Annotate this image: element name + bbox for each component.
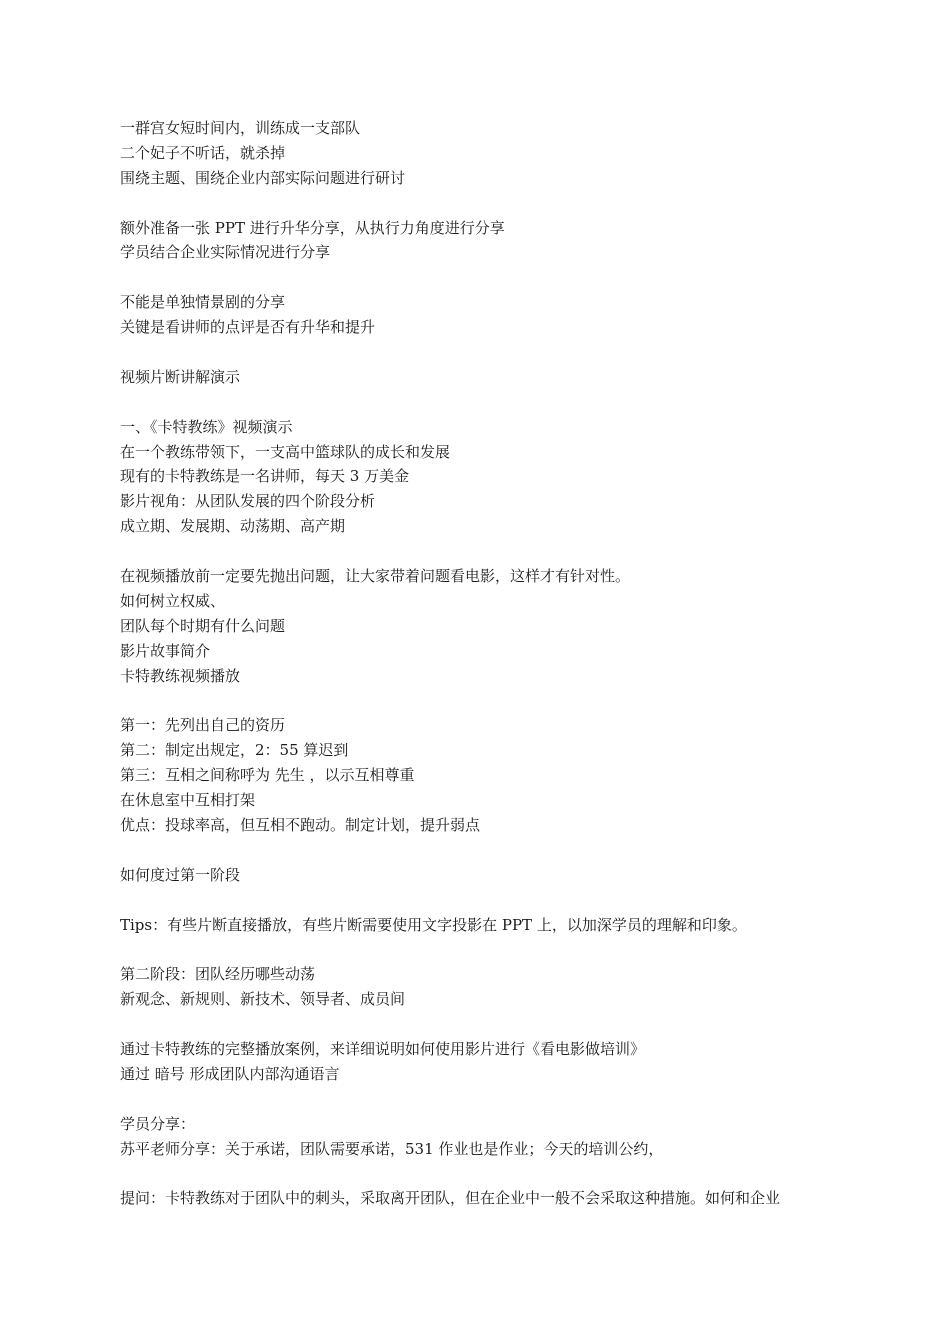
text-line: 苏平老师分享：关于承诺，团队需要承诺，531 作业也是作业；今天的培训公约，: [120, 1139, 664, 1158]
document-body: [120, 116, 910, 1211]
text-line: 团队每个时期有什么问题: [120, 616, 286, 635]
text-line: 成立期、发展期、动荡期、高产期: [120, 517, 346, 536]
text-line: 一群宫女短时间内，训练成一支部队: [120, 119, 361, 137]
text-line: 第二阶段：团队经历哪些动荡: [120, 965, 316, 984]
blank-line: [120, 1087, 910, 1112]
blank-line: [120, 937, 910, 962]
text-line: 围绕主题、围绕企业内部实际问题进行研讨: [120, 168, 406, 187]
text-line: 新观念、新规则、新技术、领导者、成员间: [120, 990, 406, 1009]
blank-line: [120, 265, 910, 290]
text-line: 第二：制定出规定，2：55 算迟到: [120, 741, 349, 760]
text-line: 不能是单独情景剧的分享: [120, 293, 286, 312]
subsection-heading: 一、《卡特教练》视频演示: [120, 417, 293, 436]
text-line: 学员结合企业实际情况进行分享: [120, 243, 331, 262]
blank-line: [120, 1012, 910, 1037]
text-line: 二个妃子不听话，就杀掉: [120, 143, 286, 162]
blank-line: [120, 838, 910, 863]
text-line: 优点：投球率高，但互相不跑动。制定计划，提升弱点: [120, 815, 481, 834]
text-line: 影片视角：从团队发展的四个阶段分析: [120, 492, 376, 511]
blank-line: [120, 539, 910, 564]
blank-line: [120, 340, 910, 365]
section-heading: 视频片断讲解演示: [120, 367, 241, 386]
text-line: 通过 暗号 形成团队内部沟通语言: [120, 1064, 340, 1083]
blank-line: [120, 1161, 910, 1186]
tips-line: Tips：有些片断直接播放，有些片断需要使用文字投影在 PPT 上，以加深学员的理解和印象。: [120, 915, 747, 934]
blank-line: [120, 390, 910, 415]
blank-line: [120, 191, 910, 216]
text-line: 影片故事简介: [120, 641, 211, 660]
text-line: 提问：卡特教练对于团队中的刺头，采取离开团队，但在企业中一般不会采取这种措施。如何和企业: [120, 1189, 781, 1208]
text-line: 第三：互相之间称呼为 先生 ，以示互相尊重: [120, 766, 415, 785]
text-line: 如何度过第一阶段: [120, 865, 241, 884]
text-line: 在休息室中互相打架: [120, 791, 256, 810]
text-line: 在视频播放前一定要先抛出问题，让大家带着问题看电影，这样才有针对性。: [120, 567, 631, 586]
text-line: 通过卡特教练的完整播放案例，来详细说明如何使用影片进行《看电影做培训》: [120, 1039, 646, 1058]
text-line: 在一个教练带领下，一支高中篮球队的成长和发展: [120, 442, 451, 461]
text-line: 第一：先列出自己的资历: [120, 716, 286, 735]
text-line: 额外准备一张 PPT 进行升华分享，从执行力角度进行分享: [120, 218, 505, 237]
text-line: 现有的卡特教练是一名讲师，每天 3 万美金: [120, 467, 410, 486]
text-line: 学员分享：: [120, 1114, 196, 1133]
text-line: 如何树立权威、: [120, 591, 226, 610]
text-line: 关键是看讲师的点评是否有升华和提升: [120, 318, 376, 337]
text-line: 卡特教练视频播放: [120, 666, 241, 685]
blank-line: [120, 888, 910, 913]
blank-line: [120, 688, 910, 713]
